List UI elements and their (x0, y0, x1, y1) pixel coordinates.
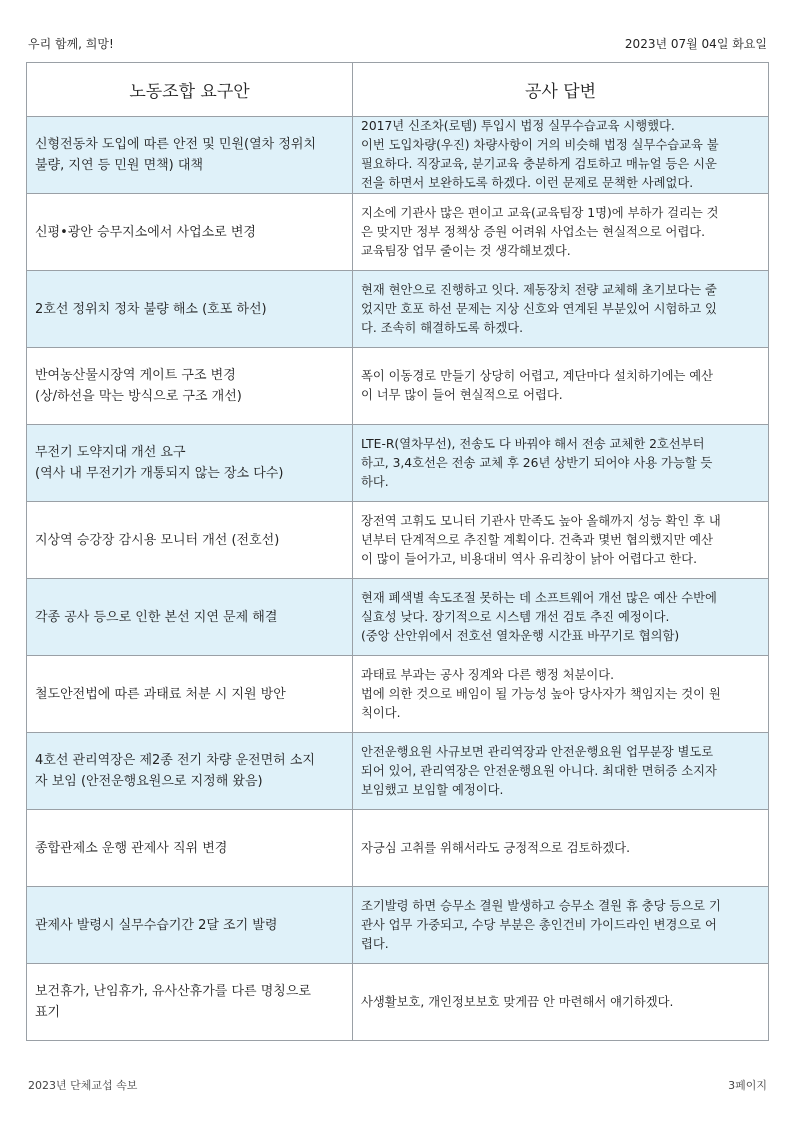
answer-text-line: 교육팀장 업무 줄이는 것 생각해보겠다. (361, 243, 571, 258)
request-text-line: (상/하선을 막는 방식으로 구조 개선) (35, 389, 242, 404)
request-cell (27, 810, 353, 887)
answer-text-line: 보임했고 보임할 예정이다. (361, 782, 504, 797)
answer-cell (353, 810, 769, 887)
answer-cell (353, 579, 769, 656)
footer-page-number: 3페이지 (728, 1079, 767, 1092)
table-row (27, 887, 769, 964)
request-text-line: 반여농산물시장역 게이트 구조 변경 (35, 368, 236, 383)
answer-text-line: 폭이 이동경로 만들기 상당히 어렵고, 계단마다 설치하기에는 예산 (361, 369, 713, 383)
answer-text-line: 렵다. (361, 936, 389, 951)
answer-text-line: 칙이다. (361, 705, 401, 720)
table-row (27, 271, 769, 348)
answer-text-line: 은 맞지만 정부 정책상 증원 어려워 사업소는 현실적으로 어렵다. (361, 224, 706, 239)
request-text-line: (역사 내 무전기가 개통되지 않는 장소 다수) (35, 466, 284, 481)
answer-cell (353, 348, 769, 425)
request-cell (27, 964, 353, 1041)
footer-publication: 2023년 단체교섭 속보 (28, 1079, 138, 1092)
answer-text-line: 안전운행요원 사규보면 관리역장과 안전운행요원 업무분장 별도로 (361, 744, 714, 759)
table-row (27, 117, 769, 194)
answer-cell (353, 964, 769, 1041)
table-row (27, 348, 769, 425)
table-row (27, 579, 769, 656)
answer-cell (353, 887, 769, 964)
request-text-line: 자 보임 (안전운행요원으로 지정해 왔음) (35, 774, 263, 789)
request-cell (27, 425, 353, 502)
table-row (27, 656, 769, 733)
request-text-line: 표기 (35, 1005, 61, 1020)
answer-text-line: 전을 하면서 보완하도록 하겠다. 이런 문제로 문책한 사례없다. (361, 176, 694, 190)
answer-text-line: 되어 있어, 관리역장은 안전운행요원 아니다. 최대한 면허증 소지자 (361, 763, 717, 778)
request-cell (27, 579, 353, 656)
request-cell (27, 733, 353, 810)
answer-text-line: 조기발령 하면 승무소 결원 발생하고 승무소 결원 휴 충당 등으로 기 (361, 898, 721, 913)
request-text-line: 관제사 발령시 실무수습기간 2달 조기 발령 (35, 917, 278, 933)
request-text-line: 2호선 정위치 정차 불량 해소 (호포 하선) (35, 301, 267, 317)
answer-text-line: 필요하다. 직장교육, 분기교육 충분하게 검토하고 매뉴얼 등은 시운 (361, 157, 717, 171)
answer-text-line: (중앙 산안위에서 전호선 열차운행 시간표 바꾸기로 협의함) (361, 628, 680, 643)
request-cell (27, 656, 353, 733)
answer-cell (353, 733, 769, 810)
table-row (27, 733, 769, 810)
answer-text-line: 실효성 낮다. 장기적으로 시스템 개선 검토 추진 예정이다. (361, 609, 670, 624)
answer-text-line: 장전역 고휘도 모니터 기관사 만족도 높아 올해까지 성능 확인 후 내 (361, 513, 721, 528)
answer-text-line: 이 많이 들어가고, 비용대비 역사 유리창이 낡아 어렵다고 한다. (361, 551, 698, 566)
answer-text-line: 법에 의한 것으로 배임이 될 가능성 높아 당사자가 책임지는 것이 원 (361, 686, 721, 701)
request-cell (27, 887, 353, 964)
answer-text-line: 지소에 기관사 많은 편이고 교육(교육팀장 1명)에 부하가 걸리는 것 (361, 205, 719, 220)
column-header-answer: 공사 답변 (353, 63, 769, 117)
request-cell (27, 502, 353, 579)
table-row (27, 425, 769, 502)
answer-text-line: 년부터 단계적으로 추진할 계획이다. 건축과 몇번 협의했지만 예산 (361, 532, 713, 547)
request-cell (27, 117, 353, 194)
column-header-request: 노동조합 요구안 (27, 63, 353, 117)
table-row (27, 810, 769, 887)
answer-cell (353, 425, 769, 502)
table-row (27, 194, 769, 271)
answer-text-line: 하다. (361, 474, 389, 489)
request-text-line: 철도안전법에 따른 과태료 처분 시 지원 방안 (35, 686, 286, 702)
request-text-line: 보건휴가, 난임휴가, 유사산휴가를 다른 명칭으로 (35, 984, 311, 999)
answer-text-line: 사생활보호, 개인정보보호 맞게끔 안 마련해서 얘기하겠다. (361, 994, 674, 1009)
answer-text-line: 과태료 부과는 공사 징계와 다른 행정 처분이다. (361, 667, 615, 682)
request-text-line: 신평•광안 승무지소에서 사업소로 변경 (35, 224, 256, 240)
request-text-line: 4호선 관리역장은 제2종 전기 차량 운전면허 소지 (35, 753, 315, 768)
request-text-line: 불량, 지연 등 민원 면책) 대책 (35, 158, 204, 173)
header-date: 2023년 07월 04일 화요일 (624, 37, 767, 51)
answer-text-line: 었지만 호포 하선 문제는 지상 신호와 연계된 부분있어 시험하고 있 (361, 301, 717, 316)
answer-cell (353, 656, 769, 733)
answer-text-line: 관사 업무 가중되고, 수당 부분은 총인건비 가이드라인 변경으로 어 (361, 917, 717, 932)
request-text-line: 무전기 도약지대 개선 요구 (35, 445, 186, 460)
table-body (27, 117, 769, 1041)
answer-text-line: LTE-R(열차무선), 전송도 다 바꿔야 해서 전송 교체한 2호선부터 (361, 436, 705, 451)
request-cell (27, 271, 353, 348)
answer-text-line: 현재 폐색별 속도조절 못하는 데 소프트웨어 개선 많은 예산 수반에 (361, 590, 717, 605)
table-header-row (27, 63, 769, 117)
request-text-line: 각종 공사 등으로 인한 본선 지연 문제 해결 (35, 609, 278, 625)
answer-text-line: 다. 조속히 해결하도록 하겠다. (361, 320, 524, 335)
request-text-line: 지상역 승강장 감시용 모니터 개선 (전호선) (35, 532, 280, 548)
answer-text-line: 2017년 신조차(로템) 투입시 법정 실무수습교육 시행했다. (361, 119, 675, 133)
header-slogan: 우리 함께, 희망! (28, 37, 114, 51)
answer-text-line: 이 너무 많이 들어 현실적으로 어렵다. (361, 388, 563, 402)
answer-text-line: 현재 현안으로 진행하고 잇다. 제동장치 전량 교체해 초기보다는 줄 (361, 282, 717, 297)
answer-cell (353, 502, 769, 579)
request-cell (27, 348, 353, 425)
table-row (27, 502, 769, 579)
answer-text-line: 자긍심 고취를 위해서라도 긍정적으로 검토하겠다. (361, 840, 630, 855)
request-text-line: 신형전동차 도입에 따른 안전 및 민원(열차 정위치 (35, 137, 317, 152)
request-text-line: 종합관제소 운행 관제사 직위 변경 (35, 840, 228, 856)
negotiation-table (26, 62, 769, 1041)
request-cell (27, 194, 353, 271)
answer-cell (353, 194, 769, 271)
answer-cell (353, 117, 769, 194)
table-row (27, 964, 769, 1041)
answer-text-line: 이번 도입차량(우진) 차량사항이 거의 비슷해 법정 실무수습교육 불 (361, 138, 719, 152)
answer-text-line: 하고, 3,4호선은 전송 교체 후 26년 상반기 되어야 사용 가능할 듯 (361, 455, 713, 470)
answer-cell (353, 271, 769, 348)
